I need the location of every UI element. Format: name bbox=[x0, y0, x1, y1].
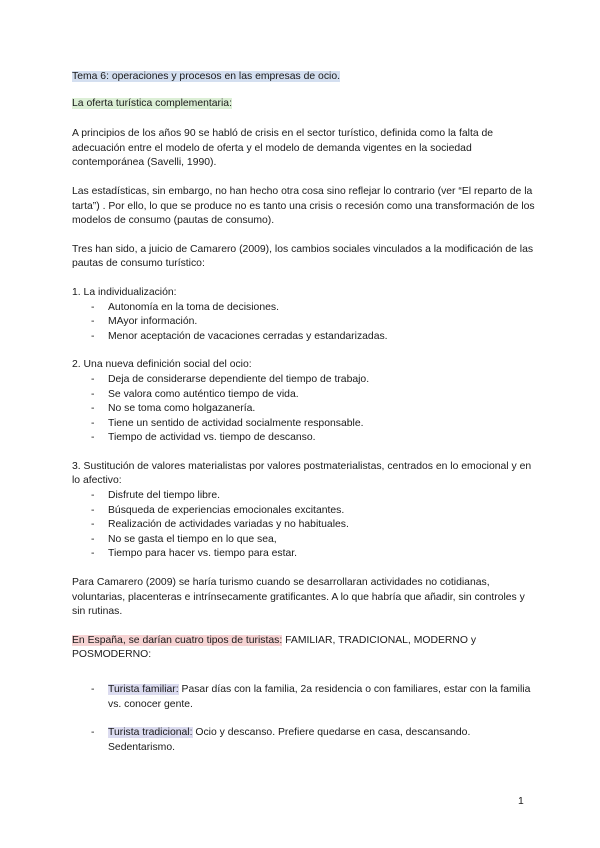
page-number: 1 bbox=[518, 796, 524, 807]
intro-paragraph-1: A principios de los años 90 se habló de crisis en el sector turístico, definida como la falta de adecuación entre el modelo de oferta y el modelo de demanda vigentes en la sociedad contemporánea (Savelli, 1990). bbox=[72, 128, 494, 169]
section-2-list bbox=[72, 373, 537, 446]
tourist-label: Turista tradicional: bbox=[108, 727, 193, 739]
section-3-list bbox=[72, 489, 537, 562]
list-item bbox=[72, 726, 537, 755]
camarero-paragraph: Para Camarero (2009) se haría turismo cuando se desarrollaran actividades no cotidianas, voluntarias, placenteras e intrínsecamente gratificantes. A lo que habría que añadir, sin controles y sin rutinas. bbox=[72, 577, 525, 618]
section-3-heading: 3. Sustitución de valores materialistas por valores postmaterialistas, centrados en lo emocional y en lo afectivo: bbox=[72, 460, 532, 487]
title-highlight: Tema 6: operaciones y procesos en las empresas de ocio. bbox=[72, 71, 340, 82]
tourist-label: Turista familiar: bbox=[108, 684, 179, 695]
list-item: - No se gasta el tiempo en lo que sea, bbox=[72, 533, 537, 548]
tourist-types-paragraph bbox=[72, 634, 537, 663]
list-item: - Tiempo de actividad vs. tiempo de descanso. bbox=[72, 431, 537, 446]
list-item: - No se toma como holgazanería. bbox=[72, 402, 537, 417]
tourist-description: Ocio y descanso. Prefiere quedarse en casa, descansando. Sedentarismo. bbox=[108, 727, 471, 753]
intro-paragraph-2: Las estadísticas, sin embargo, no han hecho otra cosa sino reflejar lo contrario (ver “El reparto de la tarta”) . Por ello, lo que se produce no es tanto una crisis o recesión como una transformación de los modelos de consumo (pautas de consumo). bbox=[72, 185, 535, 227]
tourist-list-2 bbox=[72, 726, 537, 755]
list-item: - Se valora como auténtico tiempo de vida. bbox=[72, 388, 537, 403]
list-item: - Búsqueda de experiencias emocionales excitantes. bbox=[72, 504, 537, 519]
tourist-types-list: FAMILIAR, TRADICIONAL, MODERNO y POSMODERNO: bbox=[72, 634, 477, 661]
list-item bbox=[72, 683, 537, 712]
list-item: - Realización de actividades variadas y no habituales. bbox=[72, 518, 537, 533]
section-subtitle bbox=[72, 97, 537, 112]
section-1-heading: 1. La individualización: bbox=[72, 286, 177, 298]
tourist-description: Pasar días con la familia, 2a residencia o con familiares, estar con la familia vs. conocer gente. bbox=[108, 684, 531, 710]
tourist-list-1 bbox=[72, 683, 537, 712]
list-item: - Tiempo para hacer vs. tiempo para estar. bbox=[72, 547, 537, 562]
list-item: - Disfrute del tiempo libre. bbox=[72, 489, 537, 504]
list-item: - Tiene un sentido de actividad socialmente responsable. bbox=[72, 417, 537, 432]
tourist-types-highlight: En España, se darían cuatro tipos de turistas: bbox=[72, 634, 283, 646]
section-2-heading: 2. Una nueva definición social del ocio: bbox=[72, 359, 252, 371]
subtitle-highlight: La oferta turística complementaria: bbox=[72, 97, 232, 109]
section-1-list bbox=[72, 301, 537, 345]
list-item: - Deja de considerarse dependiente del tiempo de trabajo. bbox=[72, 373, 537, 388]
list-item: - Menor aceptación de vacaciones cerradas y estandarizadas. bbox=[72, 330, 537, 345]
document-body bbox=[72, 70, 537, 755]
list-item: - MAyor información. bbox=[72, 315, 537, 330]
intro-paragraph-3: Tres han sido, a juicio de Camarero (2009), los cambios sociales vinculados a la modificación de las pautas de consumo turístico: bbox=[72, 243, 534, 270]
page-title bbox=[72, 70, 537, 85]
list-item: - Autonomía en la toma de decisiones. bbox=[72, 301, 537, 316]
